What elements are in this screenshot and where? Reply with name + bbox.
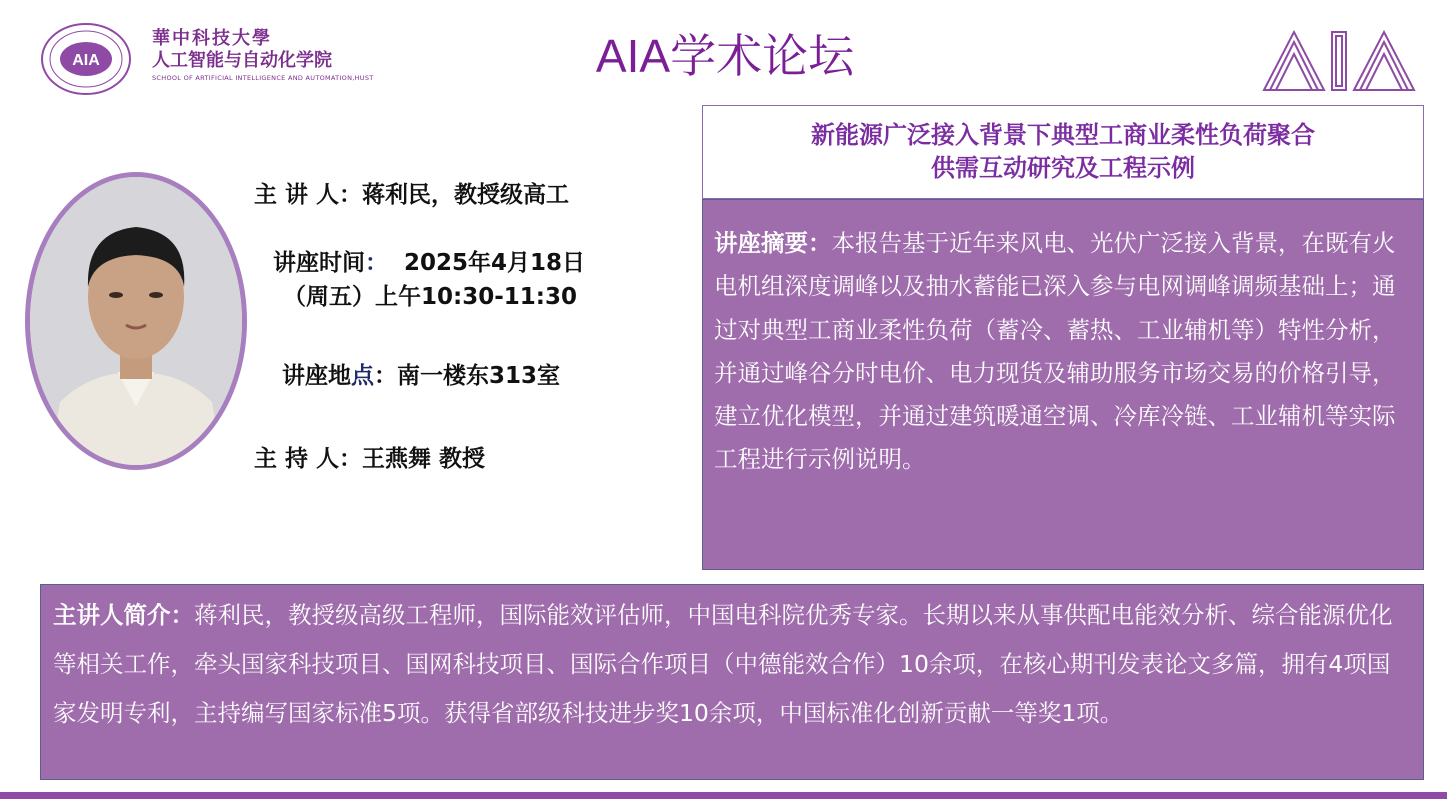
time-colon: ： <box>365 250 388 276</box>
time-date: 2025年4月18日 <box>404 250 586 276</box>
speaker-line <box>254 176 569 209</box>
place-line <box>282 357 560 390</box>
bio-panel <box>40 584 1424 780</box>
time-detail: （周五）上午10:30-11:30 <box>283 284 577 310</box>
bio-label: 主讲人简介： <box>53 601 194 629</box>
bottom-bar <box>0 792 1447 799</box>
bio-text: 蒋利民，教授级高级工程师，国际能效评估师，中国电科院优秀专家。长期以来从事供配电能效分析、综合能源优化等相关工作，牵头国家科技项目、国网科技项目、国际合作项目（中德能效合作）10余项，在核心期刊发表论文多篇，拥有4项国家发明专利，主持编写国家标准5项。获得省部级科技进步奖10余项，中国标准化创新贡献一等奖1项。 <box>53 601 1393 727</box>
place-label-hl: 点 <box>351 363 374 389</box>
seal-text: AIA <box>72 52 100 69</box>
abstract-panel <box>702 199 1424 570</box>
talk-title-line2: 供需互动研究及工程示例 <box>931 154 1195 182</box>
speaker-value: 蒋利民，教授级高工 <box>362 182 570 208</box>
college-name: 人工智能与自动化学院 <box>152 50 332 71</box>
place-colon: ： <box>374 363 397 389</box>
place-label: 讲座地 <box>282 363 351 389</box>
speaker-label: 主 讲 人： <box>254 182 363 208</box>
college-seal-logo <box>40 22 132 96</box>
host-line <box>254 440 485 473</box>
abstract-label: 讲座摘要： <box>714 229 832 257</box>
talk-title-box <box>702 105 1424 199</box>
time-line <box>273 244 585 277</box>
host-label: 主 持 人： <box>254 446 363 472</box>
speaker-photo <box>25 172 247 470</box>
talk-title-line1: 新能源广泛接入背景下典型工商业柔性负荷聚合 <box>811 121 1315 149</box>
time-label: 讲座时间 <box>273 250 365 276</box>
college-english-name: SCHOOL OF ARTIFICIAL INTELLIGENCE AND AUTOMATION,HUST <box>152 74 374 82</box>
abstract-text: 本报告基于近年来风电、光伏广泛接入背景，在既有火电机组深度调峰以及抽水蓄能已深入参与电网调峰调频基础上；通过对典型工商业柔性负荷（蓄冷、蓄热、工业辅机等）特性分析，并通过峰谷分时电价、电力现货及辅助服务市场交易的价格引导，建立优化模型，并通过建筑暖通空调、冷库冷链、工业辅机等实际工程进行示例说明。 <box>714 229 1396 474</box>
forum-title: AIA学术论坛 <box>595 30 855 82</box>
college-name-block <box>152 28 392 84</box>
host-value: 王燕舞 教授 <box>362 446 486 472</box>
university-name: 華中科技大學 <box>152 28 272 49</box>
place-value: 南一楼东313室 <box>397 363 561 389</box>
aia-brand-logo <box>1260 28 1428 94</box>
